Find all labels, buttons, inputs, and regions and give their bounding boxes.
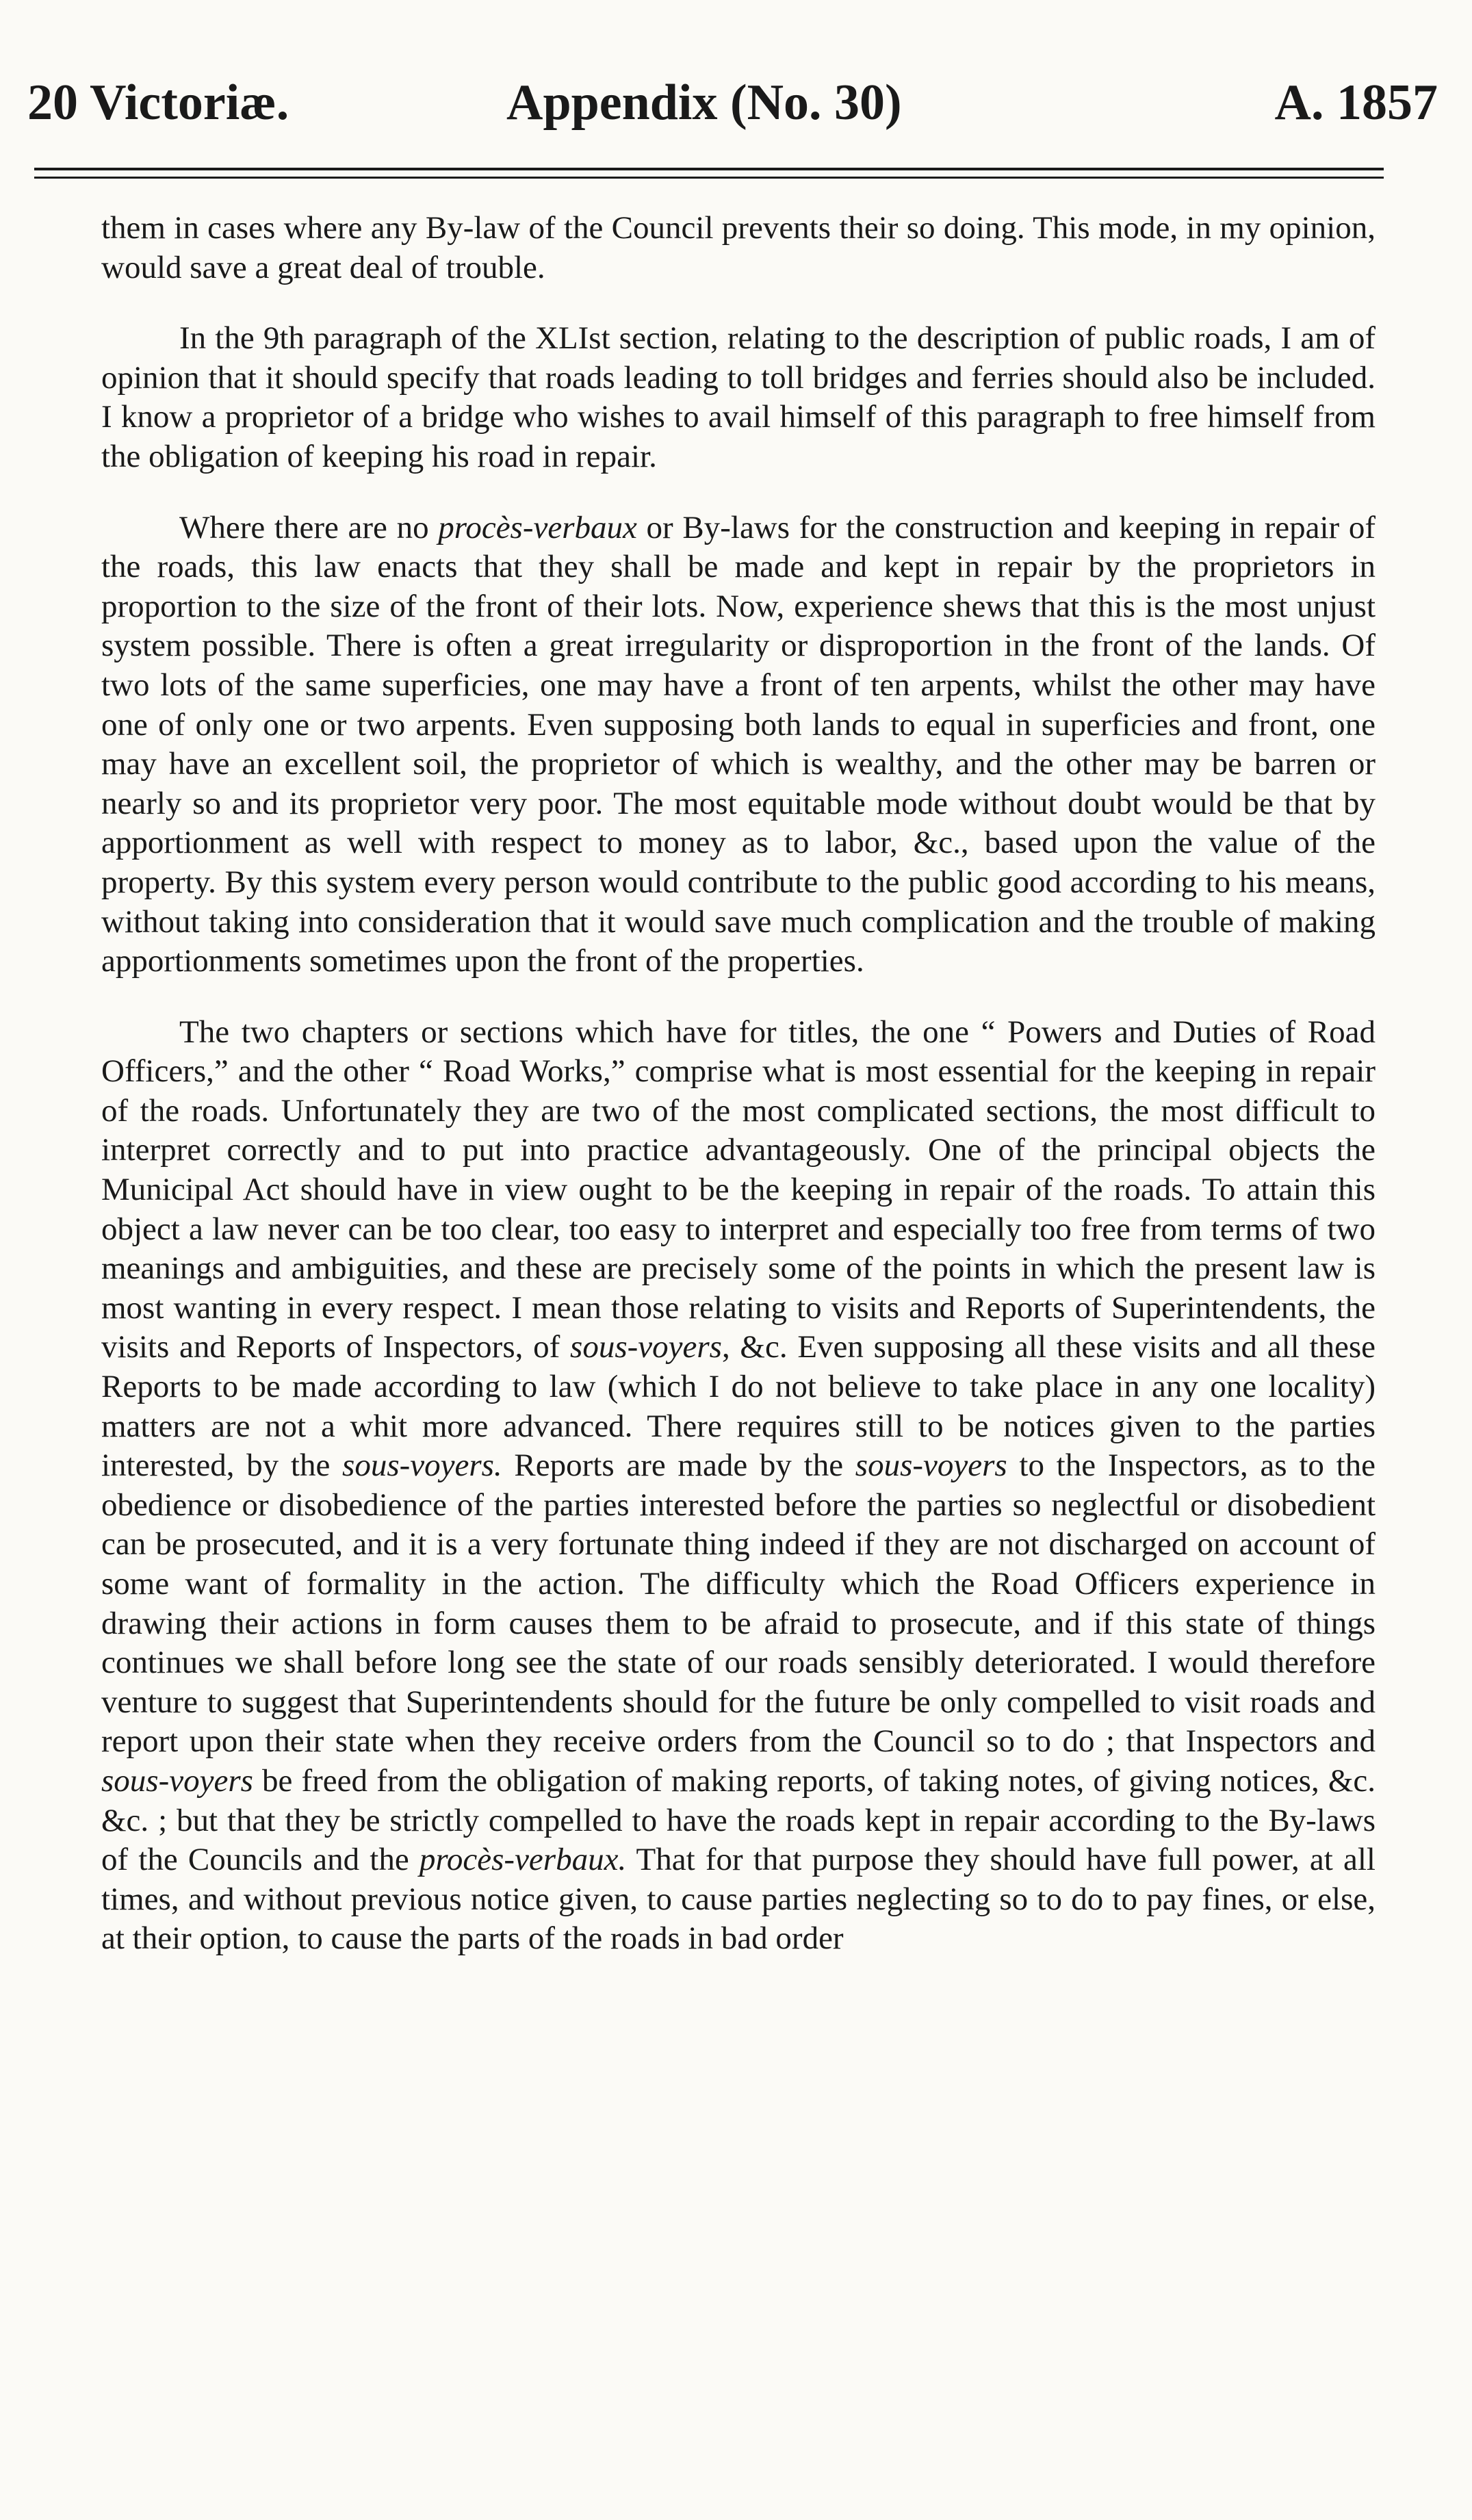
paragraph-2: In the 9th paragraph of the XLIst section, relating to the description of public roads, I am of opinion that it should specify that roads leading to toll bridges and ferries should also be included. I know a proprietor of a bridge who wishes to avail himself of this paragraph to free himself from the obligation of keeping his road in repair. [101, 320, 1376, 474]
paragraph-4-text: Reports are made by the [502, 1448, 855, 1484]
header-appendix: Appendix (No. 30) [506, 75, 902, 131]
paragraph-4-italic: sous-voyers [101, 1762, 253, 1799]
paragraph-3-text: or By-laws for the construction and keeping in repair of the roads, this law enacts that they shall be made and kept in repair by the proprietors in proportion to the size of the front of their lots. Now, experience shews that this is the most unjust system possible. There is often a great irregularity or disproportion in the front of the lands. Of two lots of the same superficies, one may have a front of ten arpents, whilst the other may have one of only one or two arpents. Even supposing both lands to equal in superficies and front, one may have an excellent soil, the proprietor of which is wealthy, and the other may be barren or nearly so and its proprietor very poor. The most equitable mode without doubt would be that by apportionment as well with respect to money as to labor, &c., based upon the value of the property. By this system every person would contribute to the public good according to his means, without taking into consideration that it would save much complication and the trouble of making apportionments sometimes upon the front of the properties. [101, 509, 1376, 979]
header-rule-top [34, 168, 1384, 170]
paragraph-4-text: , &c. Even supposing all these visits and all these Reports to be made according to law (which I do not believe to take place in any one locality) matters are not a whit more advanced. There requires still to be notices given to the parties interested, by the [101, 1329, 1376, 1484]
header-year: A. 1857 [1274, 75, 1438, 131]
paragraph-4-italic: sous-voyers. [342, 1448, 502, 1484]
paragraph-4-italic: sous-voyers [855, 1448, 1007, 1484]
paragraph-3-text: Where there are no [179, 509, 439, 545]
body-text [101, 209, 1376, 1959]
paragraph-4-text: That for that purpose they should have full power, at all times, and without previous notice given, to cause parties neglecting so to do to pay fines, or else, at their option, to cause the parts of the roads in bad order [101, 1842, 1376, 1957]
paragraph-4-text: The two chapters or sections which have for titles, the one “ Powers and Duties of Road Officers,” and the other “ Road Works,” comprise what is most essential for the keeping in repair of the roads. Unfortunately they are two of the most complicated sections, the most difficult to interpret correctly and to put into practice advantageously. One of the principal objects the Municipal Act should have in view ought to be the keeping in repair of the roads. To attain this object a law never can be too clear, too easy to interpret and especially too free from terms of two meanings and ambiguities, and these are precisely some of the points in which the present law is most wanting in every respect. I mean those relating to visits and Reports of Superintendents, the visits and Reports of Inspectors, of [101, 1014, 1376, 1365]
paragraph-4 [101, 1013, 1376, 1959]
page-header [27, 68, 1438, 137]
paragraph-4-italic: procès-verbaux. [419, 1842, 627, 1878]
paragraph-4-italic: sous-voyers [570, 1329, 722, 1365]
header-session: 20 Victoriæ. [27, 75, 289, 131]
paragraph-3-italic: procès-verbaux [438, 509, 637, 545]
paragraph-3 [101, 509, 1376, 981]
paragraph-4-text: be freed from the obligation of making reports, of taking notes, of giving notices, &c. &c. ; but that they be strictly compelled to have the roads kept in repair according to the By-laws of the Councils and the [101, 1762, 1376, 1878]
header-rule-bottom [34, 177, 1384, 179]
paragraph-4-text: to the Inspectors, as to the obedience or disobedience of the parties interested before the parties so neglectful or disobedient can be prosecuted, and it is a very fortunate thing indeed if they are not discharged on account of some want of formality in the action. The difficulty which the Road Officers experience in drawing their actions in form causes them to be afraid to prosecute, and if this state of things continues we shall before long see the state of our roads sensibly deteriorated. I would therefore venture to suggest that Superintendents should for the future be only compelled to visit roads and report upon their state when they receive orders from the Council so to do ; that Inspectors and [101, 1448, 1376, 1760]
paragraph-1: them in cases where any By-law of the Council prevents their so doing. This mode, in my opinion, would save a great deal of trouble. [101, 210, 1376, 285]
